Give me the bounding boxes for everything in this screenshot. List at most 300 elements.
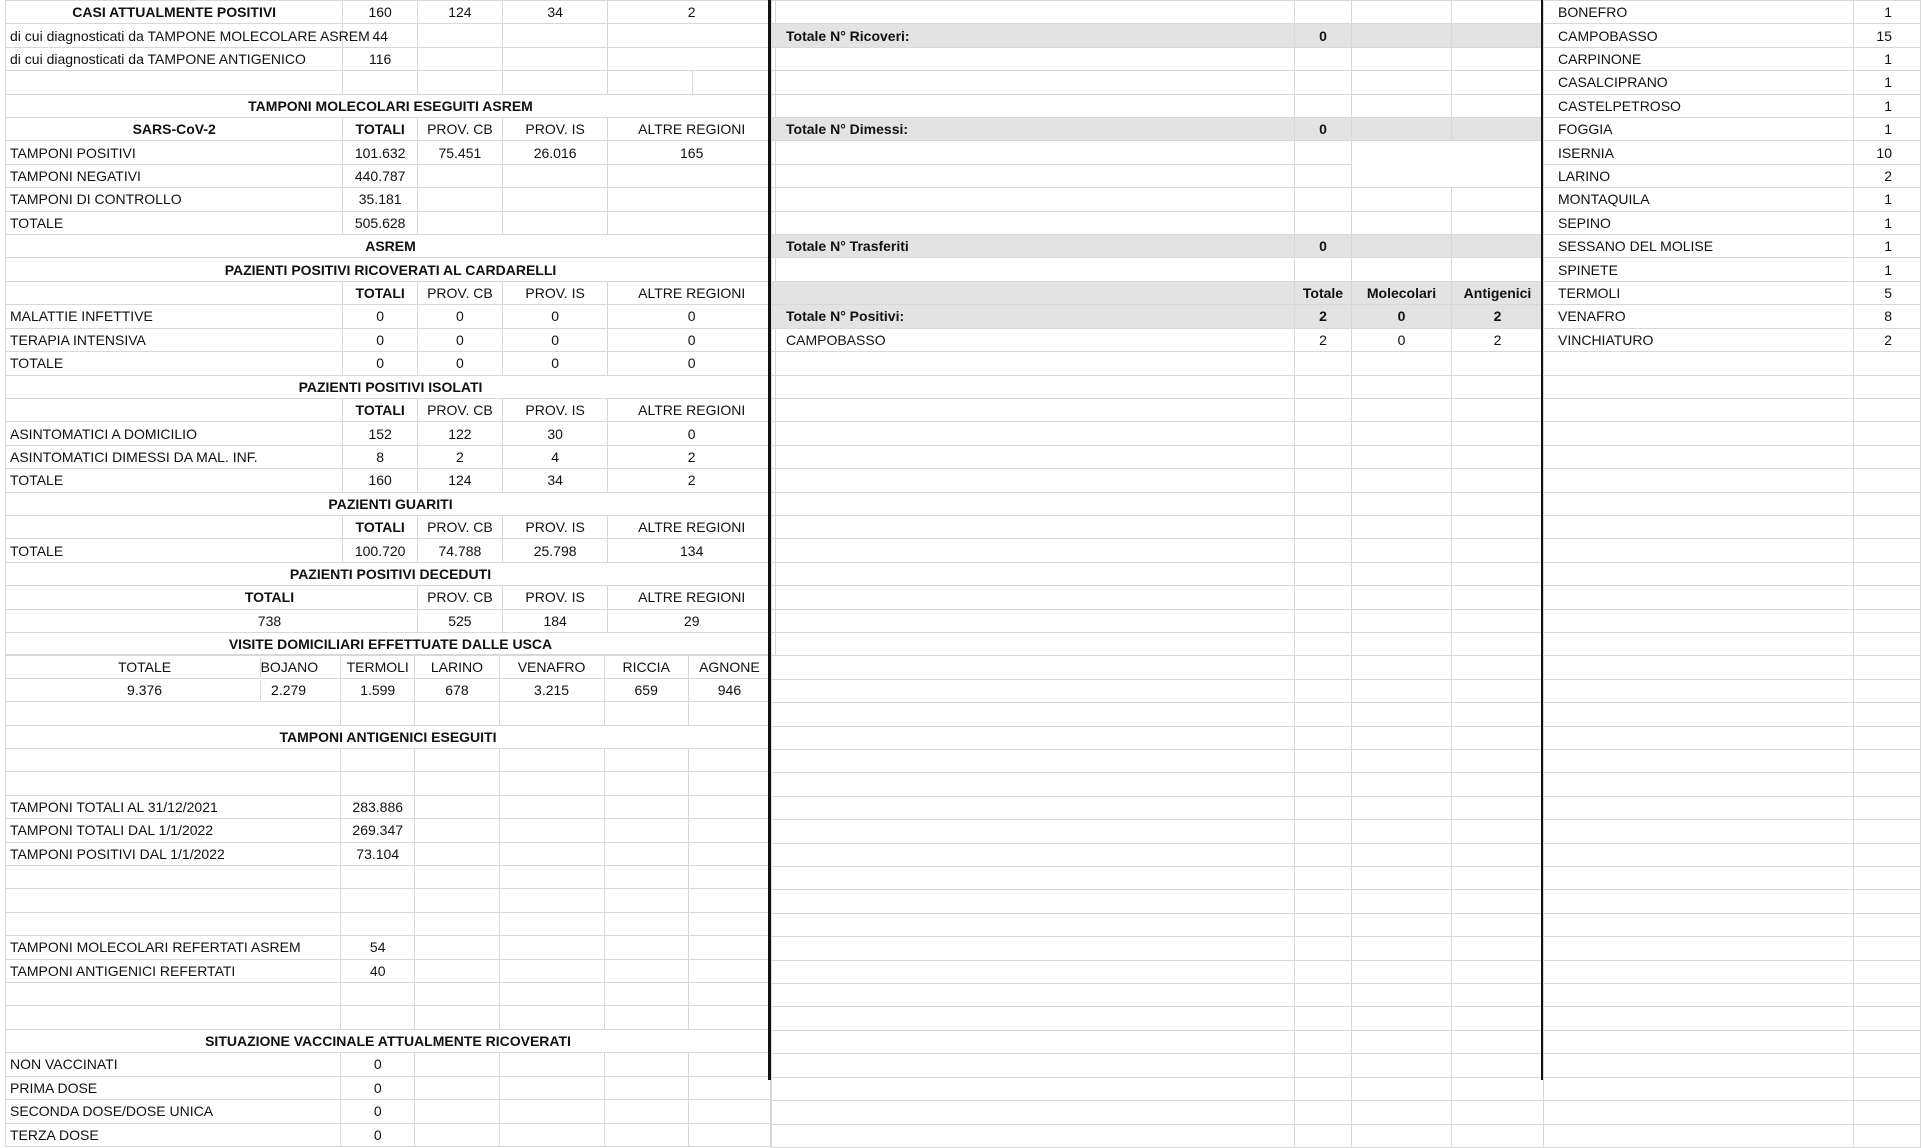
empty-row	[1544, 843, 1921, 866]
isolati-label: ASINTOMATICI DIMESSI DA MAL. INF.	[6, 445, 343, 468]
comune-name: TERMOLI	[1544, 281, 1854, 304]
usca-value-venafro: 3.215	[499, 678, 604, 701]
ricoverati-is: 0	[502, 305, 608, 328]
empty-row	[772, 515, 1544, 538]
empty-row	[772, 843, 1544, 866]
isolati-label: ASINTOMATICI A DOMICILIO	[6, 422, 343, 445]
deceduti-altre: 29	[608, 609, 776, 632]
header-totali: TOTALI	[6, 586, 418, 609]
row-ricoveri	[772, 24, 1544, 47]
empty-row	[772, 1077, 1544, 1100]
isolati-cb: 122	[417, 422, 502, 445]
row-vaccinale-0	[6, 1053, 771, 1076]
comune-value: 1	[1854, 94, 1921, 117]
comune-name: SEPINO	[1544, 211, 1854, 234]
usca-header-bojano: BOJANO	[260, 658, 319, 675]
positivi-molecolari: 0	[1352, 305, 1452, 328]
empty-row	[772, 726, 1544, 749]
row-tamponi-negativi	[6, 164, 776, 187]
comune-value: 5	[1854, 281, 1921, 304]
empty-row	[772, 562, 1544, 585]
usca-header-larino: LARINO	[415, 655, 499, 678]
guariti-totali: 100.720	[343, 539, 418, 562]
comune-value: 1	[1854, 235, 1921, 258]
vaccinale-label: NON VACCINATI	[6, 1053, 341, 1076]
comuni-table	[1543, 0, 1921, 1148]
vaccinale-label: TERZA DOSE	[6, 1123, 341, 1146]
middle-report-panel	[771, 0, 1543, 1080]
comune-row	[1544, 211, 1921, 234]
row-vaccinale-title	[6, 1029, 771, 1052]
row-casi-positivi	[6, 1, 776, 24]
empty-row	[772, 632, 1544, 655]
empty-row	[1544, 937, 1921, 960]
row-deceduti-header	[6, 586, 776, 609]
usca-header-agnone: AGNONE	[688, 655, 770, 678]
empty-row	[1544, 890, 1921, 913]
row-tamponi-controllo	[6, 188, 776, 211]
row-refertati-1	[6, 959, 771, 982]
empty-row	[1544, 679, 1921, 702]
row-vaccinale-3	[6, 1123, 771, 1146]
refertati-value: 40	[341, 959, 415, 982]
row-ricoverati-header	[6, 281, 776, 304]
empty-row	[772, 937, 1544, 960]
tamponi-positivi-is: 26.016	[502, 141, 608, 164]
row-guariti	[6, 539, 776, 562]
comune-value: 2	[1854, 328, 1921, 351]
empty-row	[772, 1007, 1544, 1030]
row-usca-title	[6, 632, 776, 655]
empty-row	[772, 445, 1544, 468]
comune-row	[1544, 235, 1921, 258]
antigenici-label: TAMPONI TOTALI DAL 1/1/2022	[6, 819, 341, 842]
header-totali: TOTALI	[343, 515, 418, 538]
tamponi-positivi-label: TAMPONI POSITIVI	[6, 141, 343, 164]
empty-row	[772, 656, 1544, 679]
row-isolati-0	[6, 422, 776, 445]
row-isolati-1	[6, 445, 776, 468]
antigenici-value: 73.104	[341, 842, 415, 865]
vaccinale-value: 0	[341, 1123, 415, 1146]
vaccinale-value: 0	[341, 1100, 415, 1123]
tamponi-positivi-totali: 101.632	[343, 141, 418, 164]
row-ricoverati-0	[6, 305, 776, 328]
comune-name: BONEFRO	[1544, 1, 1854, 24]
header-cb: PROV. CB	[417, 398, 502, 421]
empty-row	[1544, 1124, 1921, 1147]
comune-name: SPINETE	[1544, 258, 1854, 281]
guariti-cb: 74.788	[417, 539, 502, 562]
usca-value-totale	[6, 678, 341, 701]
usca-value-agnone: 946	[688, 678, 770, 701]
empty-row	[1544, 586, 1921, 609]
empty-row	[772, 679, 1544, 702]
empty-row	[772, 820, 1544, 843]
row-vaccinale-2	[6, 1100, 771, 1123]
empty-row	[772, 1124, 1544, 1147]
isolati-totali: 152	[343, 422, 418, 445]
comune-value: 1	[1854, 258, 1921, 281]
empty-row	[1544, 960, 1921, 983]
comune-value: 1	[1854, 1, 1921, 24]
tamponi-negativi-label: TAMPONI NEGATIVI	[6, 164, 343, 187]
ricoverati-cb: 0	[417, 328, 502, 351]
usca-value-riccia: 659	[604, 678, 688, 701]
vaccinale-value: 0	[341, 1076, 415, 1099]
trasferiti-label: Totale N° Trasferiti	[772, 235, 1295, 258]
deceduti-cb: 525	[417, 609, 502, 632]
deceduti-is: 184	[502, 609, 608, 632]
comune-name: VINCHIATURO	[1544, 328, 1854, 351]
header-cb: PROV. CB	[417, 118, 502, 141]
empty-row	[1544, 913, 1921, 936]
empty-row	[772, 913, 1544, 936]
header-altre: ALTRE REGIONI	[608, 586, 776, 609]
comune-value: 1	[1854, 71, 1921, 94]
vaccinale-label: SECONDA DOSE/DOSE UNICA	[6, 1100, 341, 1123]
trasferiti-value: 0	[1295, 235, 1352, 258]
di-cui-mol-value: 44	[343, 24, 418, 47]
tamponi-controllo-label: TAMPONI DI CONTROLLO	[6, 188, 343, 211]
usca-value-totale-text: 9.376	[127, 681, 163, 698]
row-deceduti	[6, 609, 776, 632]
isolati-cb: 124	[417, 469, 502, 492]
empty-row	[1544, 1030, 1921, 1053]
comune-row	[1544, 94, 1921, 117]
comune-name: FOGGIA	[1544, 118, 1854, 141]
tamponi-positivi-cb: 75.451	[417, 141, 502, 164]
ricoverati-is: 0	[502, 328, 608, 351]
row-tamponi-positivi	[6, 141, 776, 164]
row-ricoverati-1	[6, 328, 776, 351]
ricoverati-altre: 0	[608, 328, 776, 351]
empty-row	[772, 984, 1544, 1007]
vaccinale-label: PRIMA DOSE	[6, 1076, 341, 1099]
campobasso-label: CAMPOBASSO	[772, 328, 1295, 351]
isolati-label: TOTALE	[6, 469, 343, 492]
row-guariti-header	[6, 515, 776, 538]
usca-header-termoli: TERMOLI	[341, 655, 415, 678]
di-cui-ant-value: 116	[343, 47, 418, 70]
tamponi-totale-totali: 505.628	[343, 211, 418, 234]
comune-row	[1544, 24, 1921, 47]
refertati-label: TAMPONI MOLECOLARI REFERTATI ASREM	[6, 936, 341, 959]
empty-row	[1544, 867, 1921, 890]
empty-row	[1544, 656, 1921, 679]
row-trasferiti	[772, 235, 1544, 258]
comune-name: SESSANO DEL MOLISE	[1544, 235, 1854, 258]
empty-row	[772, 750, 1544, 773]
empty-row	[1544, 562, 1921, 585]
tamponi-positivi-altre: 165	[608, 141, 776, 164]
empty-row	[1544, 1054, 1921, 1077]
empty-row	[772, 422, 1544, 445]
row-usca-values	[6, 678, 771, 701]
comune-row	[1544, 258, 1921, 281]
tamponi-negativi-totali: 440.787	[343, 164, 418, 187]
empty-row	[772, 352, 1544, 375]
asrem-title: ASREM	[6, 235, 776, 258]
empty-row	[772, 539, 1544, 562]
ricoverati-cb: 0	[417, 352, 502, 375]
header-totali: TOTALI	[343, 118, 418, 141]
usca-values-table	[5, 654, 771, 1147]
left-report-table	[5, 0, 776, 656]
row-ricoverati-2	[6, 352, 776, 375]
campobasso-molecolari: 0	[1352, 328, 1452, 351]
right-empty-rows	[1544, 352, 1921, 1148]
di-cui-mol-label: di cui diagnosticati da TAMPONE MOLECOLARE ASREM	[6, 24, 343, 47]
positivi-label: Totale N° Positivi:	[772, 305, 1295, 328]
empty-row	[1544, 773, 1921, 796]
empty-row	[772, 375, 1544, 398]
empty-row	[1544, 1007, 1921, 1030]
empty-row	[1544, 1101, 1921, 1124]
guariti-altre: 134	[608, 539, 776, 562]
empty-row	[1544, 469, 1921, 492]
comune-row	[1544, 188, 1921, 211]
comune-row	[1544, 118, 1921, 141]
empty-row	[772, 492, 1544, 515]
row-antigenici-1	[6, 819, 771, 842]
isolati-totali: 160	[343, 469, 418, 492]
header-is: PROV. IS	[502, 118, 608, 141]
row-isolati-2	[6, 469, 776, 492]
ricoverati-altre: 0	[608, 305, 776, 328]
empty-row	[1544, 422, 1921, 445]
isolati-is: 30	[502, 422, 608, 445]
header-cb: PROV. CB	[417, 515, 502, 538]
antigenici-label: TAMPONI POSITIVI DAL 1/1/2022	[6, 842, 341, 865]
comune-row	[1544, 1, 1921, 24]
isolati-is: 4	[502, 445, 608, 468]
header-molecolari: Molecolari	[1352, 281, 1452, 304]
empty-row	[1544, 984, 1921, 1007]
header-is: PROV. IS	[502, 586, 608, 609]
positivi-totale: 2	[1295, 305, 1352, 328]
dimessi-value: 0	[1295, 118, 1352, 141]
empty-row	[772, 609, 1544, 632]
casi-is: 34	[502, 1, 608, 24]
empty-row	[1544, 539, 1921, 562]
positivi-antigenici: 2	[1452, 305, 1544, 328]
row-ricoverati-title	[6, 258, 776, 281]
row-di-cui-antigenico	[6, 47, 776, 70]
empty-row	[1544, 445, 1921, 468]
empty-row	[772, 890, 1544, 913]
empty-row	[772, 960, 1544, 983]
header-is: PROV. IS	[502, 515, 608, 538]
refertati-value: 54	[341, 936, 415, 959]
comune-value: 1	[1854, 47, 1921, 70]
row-guariti-title	[6, 492, 776, 515]
empty-row	[772, 1054, 1544, 1077]
refertati-label: TAMPONI ANTIGENICI REFERTATI	[6, 959, 341, 982]
tamponi-totale-label: TOTALE	[6, 211, 343, 234]
row-isolati-title	[6, 375, 776, 398]
row-dimessi	[772, 118, 1544, 141]
isolati-totali: 8	[343, 445, 418, 468]
ricoverati-is: 0	[502, 352, 608, 375]
empty-row	[1544, 750, 1921, 773]
comune-name: ISERNIA	[1544, 141, 1854, 164]
sars-cov-2-header: SARS-CoV-2	[6, 118, 343, 141]
empty-row	[1544, 726, 1921, 749]
empty-row	[1544, 515, 1921, 538]
row-di-cui-molecolare	[6, 24, 776, 47]
right-comuni-panel	[1543, 0, 1920, 1080]
comune-name: CASTELPETROSO	[1544, 94, 1854, 117]
ricoveri-value: 0	[1295, 24, 1352, 47]
row-deceduti-title	[6, 562, 776, 585]
antigenici-value: 269.347	[341, 819, 415, 842]
comune-name: CAMPOBASSO	[1544, 24, 1854, 47]
header-altre: ALTRE REGIONI	[608, 515, 776, 538]
usca-header-venafro: VENAFRO	[499, 655, 604, 678]
usca-value-termoli: 1.599	[341, 678, 415, 701]
comune-value: 8	[1854, 305, 1921, 328]
comuni-list	[1544, 1, 1921, 352]
row-antigenici-0	[6, 795, 771, 818]
deceduti-title: PAZIENTI POSITIVI DECEDUTI	[6, 562, 776, 585]
guariti-is: 25.798	[502, 539, 608, 562]
isolati-altre: 0	[608, 422, 776, 445]
antigenici-value: 283.886	[341, 795, 415, 818]
empty-row	[1544, 609, 1921, 632]
comune-name: VENAFRO	[1544, 305, 1854, 328]
comune-row	[1544, 305, 1921, 328]
comune-value: 1	[1854, 188, 1921, 211]
header-totali: TOTALI	[343, 398, 418, 421]
empty-row	[1544, 352, 1921, 375]
header-altre: ALTRE REGIONI	[608, 398, 776, 421]
ricoverati-totali: 0	[343, 328, 418, 351]
empty-row	[1544, 703, 1921, 726]
empty-row	[772, 469, 1544, 492]
deceduti-totali: 738	[6, 609, 418, 632]
middle-report-table	[771, 0, 1544, 1148]
row-antigenici-2	[6, 842, 771, 865]
comune-row	[1544, 328, 1921, 351]
row-refertati-0	[6, 936, 771, 959]
casi-totali: 160	[343, 1, 418, 24]
empty-row	[1544, 492, 1921, 515]
usca-header-riccia: RICCIA	[604, 655, 688, 678]
tamponi-mol-title: TAMPONI MOLECOLARI ESEGUITI ASREM	[6, 94, 776, 117]
row-tamponi-mol-header	[6, 118, 776, 141]
ricoverati-label: MALATTIE INFETTIVE	[6, 305, 343, 328]
middle-empty-rows	[772, 352, 1544, 1148]
empty-row	[772, 586, 1544, 609]
comune-name: CARPINONE	[1544, 47, 1854, 70]
comune-name: LARINO	[1544, 164, 1854, 187]
row-asrem-title	[6, 235, 776, 258]
left-report-panel	[0, 0, 771, 1143]
ricoverati-altre: 0	[608, 352, 776, 375]
empty-row	[1544, 1077, 1921, 1100]
ricoverati-totali: 0	[343, 305, 418, 328]
comune-value: 1	[1854, 211, 1921, 234]
comune-row	[1544, 71, 1921, 94]
header-totali: TOTALI	[343, 281, 418, 304]
row-usca-header	[6, 655, 771, 678]
row-isolati-header	[6, 398, 776, 421]
row-campobasso	[772, 328, 1544, 351]
casi-altre: 2	[608, 1, 776, 24]
antigenici-label: TAMPONI TOTALI AL 31/12/2021	[6, 795, 341, 818]
comune-row	[1544, 281, 1921, 304]
ricoverati-title: PAZIENTI POSITIVI RICOVERATI AL CARDARELLI	[6, 258, 776, 281]
empty-row	[1544, 796, 1921, 819]
comune-row	[1544, 141, 1921, 164]
empty-row	[1544, 820, 1921, 843]
header-altre: ALTRE REGIONI	[608, 281, 776, 304]
tamponi-controllo-totali: 35.181	[343, 188, 418, 211]
comune-value: 10	[1854, 141, 1921, 164]
empty-row	[772, 867, 1544, 890]
ricoverati-cb: 0	[417, 305, 502, 328]
empty-row	[1544, 375, 1921, 398]
row-antigenici-title	[6, 725, 771, 748]
ricoverati-label: TERAPIA INTENSIVA	[6, 328, 343, 351]
comune-value: 15	[1854, 24, 1921, 47]
empty-row	[772, 773, 1544, 796]
header-cb: PROV. CB	[417, 586, 502, 609]
usca-header-totale	[6, 655, 341, 678]
row-tamponi-mol-title	[6, 94, 776, 117]
di-cui-ant-label: di cui diagnosticati da TAMPONE ANTIGENICO	[6, 47, 343, 70]
empty-row	[772, 703, 1544, 726]
vaccinale-value: 0	[341, 1053, 415, 1076]
empty-row	[1544, 632, 1921, 655]
header-is: PROV. IS	[502, 398, 608, 421]
usca-title: VISITE DOMICILIARI EFFETTUATE DALLE USCA	[6, 632, 776, 655]
dimessi-label: Totale N° Dimessi:	[772, 118, 1295, 141]
empty-row	[772, 796, 1544, 819]
empty-row	[772, 1030, 1544, 1053]
campobasso-totale: 2	[1295, 328, 1352, 351]
header-antigenici: Antigenici	[1452, 281, 1544, 304]
row-positivi	[772, 305, 1544, 328]
vaccinale-title: SITUAZIONE VACCINALE ATTUALMENTE RICOVERATI	[6, 1029, 771, 1052]
guariti-label: TOTALE	[6, 539, 343, 562]
empty-row	[772, 1101, 1544, 1124]
isolati-cb: 2	[417, 445, 502, 468]
isolati-altre: 2	[608, 445, 776, 468]
ricoverati-label: TOTALE	[6, 352, 343, 375]
usca-header-totale-text: TOTALE	[117, 658, 172, 675]
comune-row	[1544, 47, 1921, 70]
comune-name: MONTAQUILA	[1544, 188, 1854, 211]
isolati-title: PAZIENTI POSITIVI ISOLATI	[6, 375, 776, 398]
casi-cb: 124	[417, 1, 502, 24]
isolati-altre: 2	[608, 469, 776, 492]
row-positivi-header	[772, 281, 1544, 304]
comune-name: CASALCIPRANO	[1544, 71, 1854, 94]
usca-value-bojano: 2.279	[260, 680, 317, 700]
comune-value: 1	[1854, 118, 1921, 141]
empty-row	[1544, 398, 1921, 421]
ricoveri-label: Totale N° Ricoveri:	[772, 24, 1295, 47]
ricoverati-totali: 0	[343, 352, 418, 375]
header-cb: PROV. CB	[417, 281, 502, 304]
header-totale: Totale	[1295, 281, 1352, 304]
casi-label: CASI ATTUALMENTE POSITIVI	[6, 1, 343, 24]
campobasso-antigenici: 2	[1452, 328, 1544, 351]
isolati-is: 34	[502, 469, 608, 492]
guariti-title: PAZIENTI GUARITI	[6, 492, 776, 515]
